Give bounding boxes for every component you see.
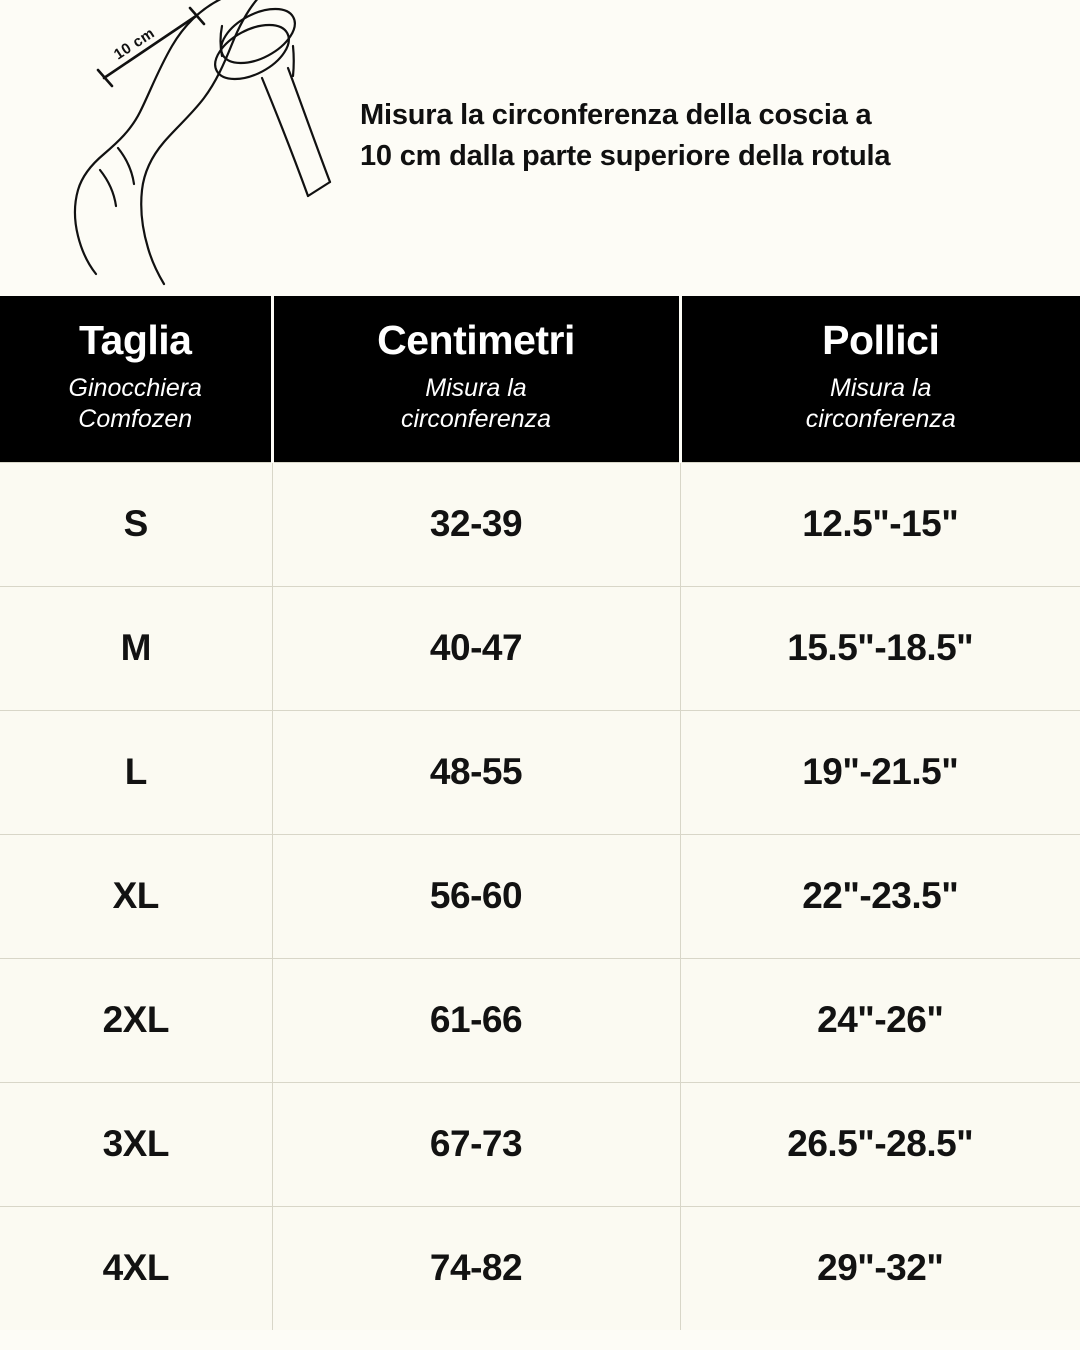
column-subtitle-line-2: circonferenza — [400, 405, 552, 434]
cell-size: 4XL — [0, 1206, 272, 1330]
cell-centimeters: 56-60 — [272, 834, 680, 958]
table-row — [0, 462, 1080, 586]
instruction-line-2: 10 cm dalla parte superiore della rotula — [360, 140, 891, 173]
cell-inches: 22"-23.5" — [680, 834, 1080, 958]
cell-centimeters: 67-73 — [272, 1082, 680, 1206]
cell-centimeters: 32-39 — [272, 462, 680, 586]
cell-inches: 26.5"-28.5" — [680, 1082, 1080, 1206]
cell-inches: 24"-26" — [680, 958, 1080, 1082]
column-subtitle-line-1: Ginocchiera — [68, 374, 202, 403]
cell-inches: 29"-32" — [680, 1206, 1080, 1330]
column-subtitle — [284, 373, 669, 436]
cell-inches: 19"-21.5" — [680, 710, 1080, 834]
cell-size: L — [0, 710, 272, 834]
cell-inches: 15.5"-18.5" — [680, 586, 1080, 710]
cell-size: XL — [0, 834, 272, 958]
cell-centimeters: 48-55 — [272, 710, 680, 834]
cell-size: S — [0, 462, 272, 586]
size-chart-table — [0, 296, 1080, 1330]
column-subtitle — [692, 373, 1071, 436]
column-subtitle-line-1: Misura la — [830, 374, 932, 403]
table-header-row — [0, 296, 1080, 462]
table-row — [0, 958, 1080, 1082]
cell-centimeters: 74-82 — [272, 1206, 680, 1330]
column-title: Pollici — [822, 317, 940, 363]
cell-centimeters: 40-47 — [272, 586, 680, 710]
table-header — [0, 296, 1080, 462]
column-subtitle-line-1: Misura la — [425, 374, 527, 403]
table-row — [0, 834, 1080, 958]
measure-length-label: 10 cm — [110, 24, 158, 64]
cell-size: 3XL — [0, 1082, 272, 1206]
column-header-inches — [680, 296, 1080, 462]
column-subtitle-line-2: circonferenza — [805, 405, 956, 434]
column-header-centimeters — [272, 296, 680, 462]
instruction-section — [0, 0, 1080, 296]
column-title: Centimetri — [377, 317, 575, 363]
cell-centimeters: 61-66 — [272, 958, 680, 1082]
column-subtitle — [10, 373, 261, 436]
leg-with-tape-measure-illustration — [0, 0, 350, 296]
column-subtitle-line-2: Comfozen — [78, 405, 193, 434]
table-row — [0, 1082, 1080, 1206]
table-row — [0, 710, 1080, 834]
table-row — [0, 586, 1080, 710]
cell-size: 2XL — [0, 958, 272, 1082]
cell-size: M — [0, 586, 272, 710]
column-header-size — [0, 296, 272, 462]
table-row — [0, 1206, 1080, 1330]
column-title: Taglia — [79, 317, 192, 363]
instruction-text — [350, 0, 1080, 177]
instruction-line-1: Misura la circonferenza della coscia a — [360, 99, 872, 131]
table-body — [0, 462, 1080, 1330]
cell-inches: 12.5"-15" — [680, 462, 1080, 586]
